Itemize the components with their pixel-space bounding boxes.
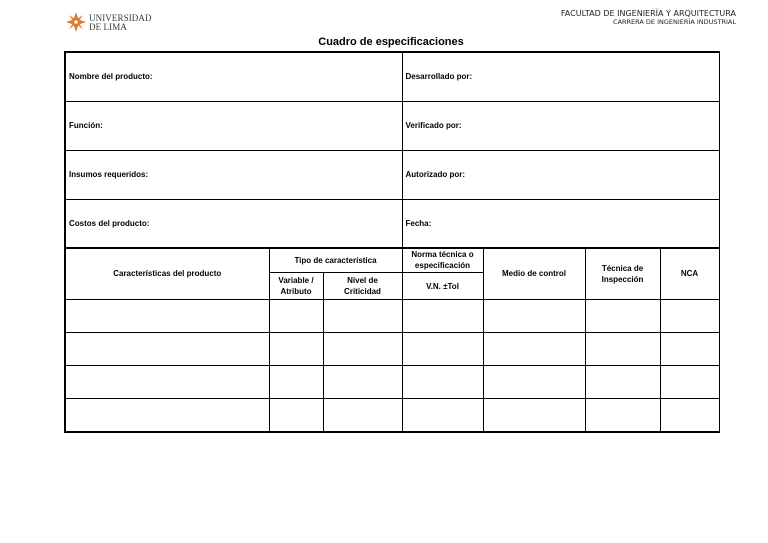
table-cell[interactable]	[402, 366, 483, 399]
info-row	[65, 150, 719, 199]
table-cell[interactable]	[323, 366, 402, 399]
table-cell[interactable]	[323, 300, 402, 333]
table-cell[interactable]	[585, 300, 660, 333]
date-field[interactable]: Fecha:	[402, 199, 719, 248]
table-cell[interactable]	[323, 399, 402, 433]
university-logo	[66, 12, 166, 36]
table-cell[interactable]	[483, 366, 585, 399]
product-cost-field[interactable]: Costos del producto:	[65, 199, 402, 248]
table-cell[interactable]	[402, 399, 483, 433]
table-cell[interactable]	[585, 366, 660, 399]
col-header-variable-attribute: Variable / Atributo	[269, 273, 323, 300]
product-info-table	[64, 51, 720, 249]
col-header-nca: NCA	[660, 248, 719, 300]
spec-header-row	[65, 248, 719, 273]
table-cell[interactable]	[660, 399, 719, 433]
table-cell[interactable]	[585, 333, 660, 366]
table-cell[interactable]	[660, 333, 719, 366]
col-header-characteristics: Características del producto	[65, 248, 269, 300]
table-cell[interactable]	[323, 333, 402, 366]
info-row	[65, 199, 719, 248]
table-cell[interactable]	[65, 333, 269, 366]
table-cell[interactable]	[402, 333, 483, 366]
info-row	[65, 101, 719, 150]
product-name-field[interactable]: Nombre del producto:	[65, 52, 402, 101]
table-cell[interactable]	[585, 399, 660, 433]
table-cell[interactable]	[483, 399, 585, 433]
page-title: Cuadro de especificaciones	[318, 36, 464, 48]
table-cell[interactable]	[660, 366, 719, 399]
faculty-name: FACULTAD DE INGENIERÍA Y ARQUITECTURA	[560, 9, 736, 18]
table-cell[interactable]	[402, 300, 483, 333]
col-header-nominal-value-tolerance: V.N. ±Tol	[402, 273, 483, 300]
specifications-table	[64, 247, 720, 433]
col-header-technical-standard: Norma técnica o especificación	[402, 248, 483, 273]
university-name-line1: UNIVERSIDAD	[89, 13, 152, 23]
col-header-inspection-technique: Técnica de Inspección	[585, 248, 660, 300]
col-header-criticality-level: Nivel de Criticidad	[323, 273, 402, 300]
table-row	[65, 399, 719, 433]
table-cell[interactable]	[269, 300, 323, 333]
table-row	[65, 366, 719, 399]
verified-by-field[interactable]: Verificado por:	[402, 101, 719, 150]
function-field[interactable]: Función:	[65, 101, 402, 150]
table-cell[interactable]	[269, 333, 323, 366]
info-row	[65, 52, 719, 101]
sun-logo-icon	[66, 12, 86, 32]
developed-by-field[interactable]: Desarrollado por:	[402, 52, 719, 101]
faculty-header	[561, 9, 736, 27]
table-cell[interactable]	[65, 366, 269, 399]
table-cell[interactable]	[269, 366, 323, 399]
table-row	[65, 300, 719, 333]
col-header-characteristic-type: Tipo de característica	[269, 248, 402, 273]
table-cell[interactable]	[483, 333, 585, 366]
table-cell[interactable]	[269, 399, 323, 433]
table-cell[interactable]	[483, 300, 585, 333]
authorized-by-field[interactable]: Autorizado por:	[402, 150, 719, 199]
table-cell[interactable]	[660, 300, 719, 333]
table-row	[65, 333, 719, 366]
required-inputs-field[interactable]: Insumos requeridos:	[65, 150, 402, 199]
university-name-line2: DE LIMA	[89, 22, 127, 32]
career-name: CARRERA DE INGENIERÍA INDUSTRIAL	[613, 18, 736, 26]
table-cell[interactable]	[65, 399, 269, 433]
university-name	[89, 14, 152, 32]
col-header-control-means: Medio de control	[483, 248, 585, 300]
table-cell[interactable]	[65, 300, 269, 333]
